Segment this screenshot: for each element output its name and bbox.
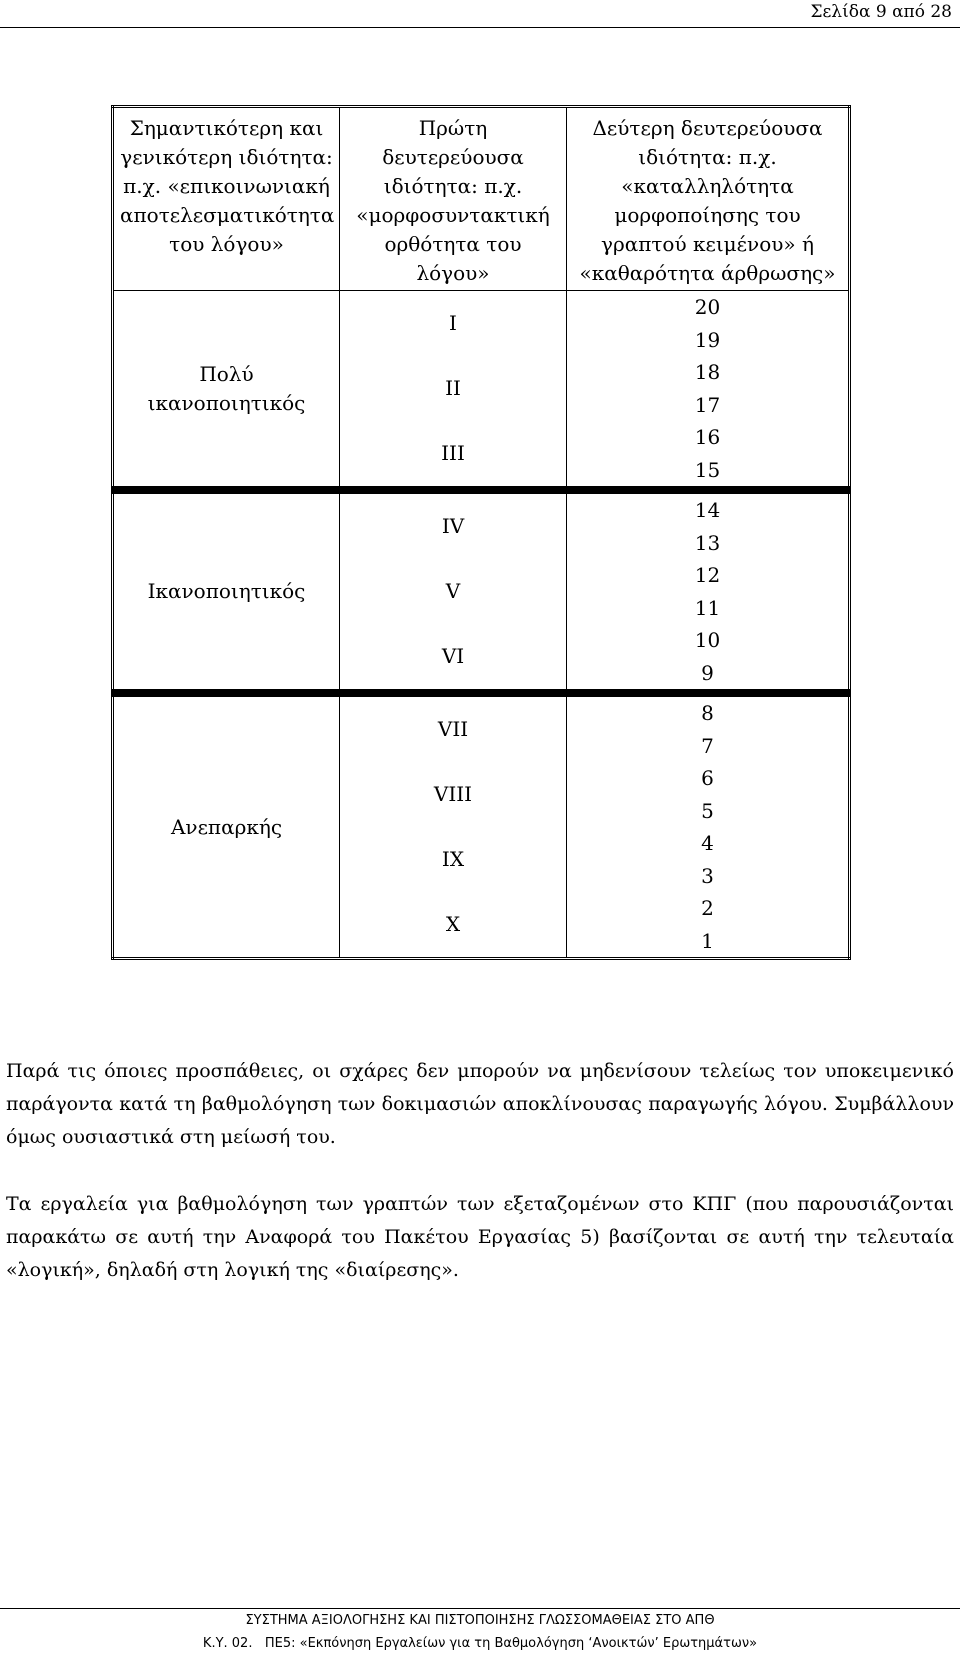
score-value: 8 — [701, 701, 714, 725]
band-levels — [340, 693, 567, 959]
score-value: 14 — [694, 498, 721, 522]
header-second-secondary: Δεύτερη δευτερεύουσα ιδιότητα: π.χ. «καταλληλότητα μορφοποίησης του γραπτού κειμένου» ή «καθαρότητα άρθρωσης» — [567, 107, 850, 291]
level-label: III — [441, 441, 465, 465]
score-value: 10 — [694, 628, 721, 652]
level-label: VII — [437, 717, 469, 741]
level-label: IX — [441, 847, 465, 871]
body-paragraph: Παρά τις όποιες προσπάθειες, οι σχάρες δεν μπορούν να μηδενίσουν τελείως τον υποκειμενικό παράγοντα κατά τη βαθμολόγηση των δοκιμασιών αποκλίνουσας παραγωγής λόγου. Συμβάλλουν όμως ουσιαστικά στη μείωσή του. — [6, 1060, 954, 1148]
score-value: 17 — [694, 392, 721, 417]
page-number: Σελίδα 9 από 28 — [810, 2, 952, 22]
level-label: IV — [441, 514, 465, 538]
band-label: Ανεπαρκής — [113, 693, 340, 959]
score-value: 12 — [694, 563, 721, 587]
band-scores — [567, 291, 850, 491]
level-label: I — [449, 311, 457, 335]
header-main-property: Σημαντικότερη και γενικότερη ιδιότητα: π.χ. «επικοινωνιακή αποτελεσματικότητα του λόγου» — [113, 107, 340, 291]
header-first-secondary: Πρώτη δευτερεύουσα ιδιότητα: π.χ. «μορφοσυντακτική ορθότητα του λόγου» — [340, 107, 567, 291]
score-value: 11 — [694, 595, 721, 620]
body-paragraph: Τα εργαλεία για βαθμολόγηση των γραπτών των εξεταζομένων στο ΚΠΓ (που παρουσιάζονται παρακάτω σε αυτή την Αναφορά του Πακέτου Εργασίας 5) βασίζονται σε αυτή την τελευταία «λογική», δηλαδή στη λογική της «διαίρεσης». — [6, 1193, 954, 1281]
score-value: 9 — [701, 660, 714, 685]
score-value: 2 — [701, 896, 714, 920]
score-value: 15 — [694, 457, 721, 482]
level-label: II — [445, 376, 461, 400]
score-value: 16 — [694, 425, 721, 449]
level-label: V — [445, 579, 461, 603]
band-row-good — [113, 490, 850, 693]
score-value: 7 — [701, 733, 714, 758]
band-row-very-good — [113, 291, 850, 491]
score-value: 18 — [694, 360, 721, 384]
rating-scale-table — [111, 105, 851, 960]
level-label: X — [445, 912, 461, 936]
band-scores — [567, 490, 850, 693]
level-label: VIII — [433, 782, 473, 806]
page-header — [0, 0, 960, 28]
score-value: 6 — [701, 766, 714, 790]
band-levels — [340, 291, 567, 491]
score-value: 3 — [701, 863, 714, 888]
page-footer — [0, 1608, 960, 1655]
score-value: 20 — [694, 295, 721, 319]
footer-title: ΣΥΣΤΗΜΑ ΑΞΙΟΛΟΓΗΣΗΣ ΚΑΙ ΠΙΣΤΟΠΟΙΗΣΗΣ ΓΛΩΣΣΟΜΑΘΕΙΑΣ ΣΤΟ ΑΠΘ — [245, 1613, 715, 1628]
footer-subtitle: Κ.Υ. 02. ΠΕ5: «Εκπόνηση Εργαλείων για τη Βαθμολόγηση ‘Ανοικτών’ Ερωτημάτων» — [202, 1636, 758, 1651]
score-value: 1 — [701, 928, 714, 953]
band-row-insufficient — [113, 693, 850, 959]
band-levels — [340, 490, 567, 693]
score-value: 5 — [701, 798, 714, 823]
score-value: 4 — [701, 831, 714, 855]
table-header-row — [113, 107, 850, 291]
band-scores — [567, 693, 850, 959]
level-label: VI — [441, 644, 465, 668]
band-label: Ικανοποιητικός — [113, 490, 340, 693]
score-value: 19 — [694, 327, 721, 352]
score-value: 13 — [694, 530, 721, 555]
band-label: Πολύ ικανοποιητικός — [113, 291, 340, 491]
